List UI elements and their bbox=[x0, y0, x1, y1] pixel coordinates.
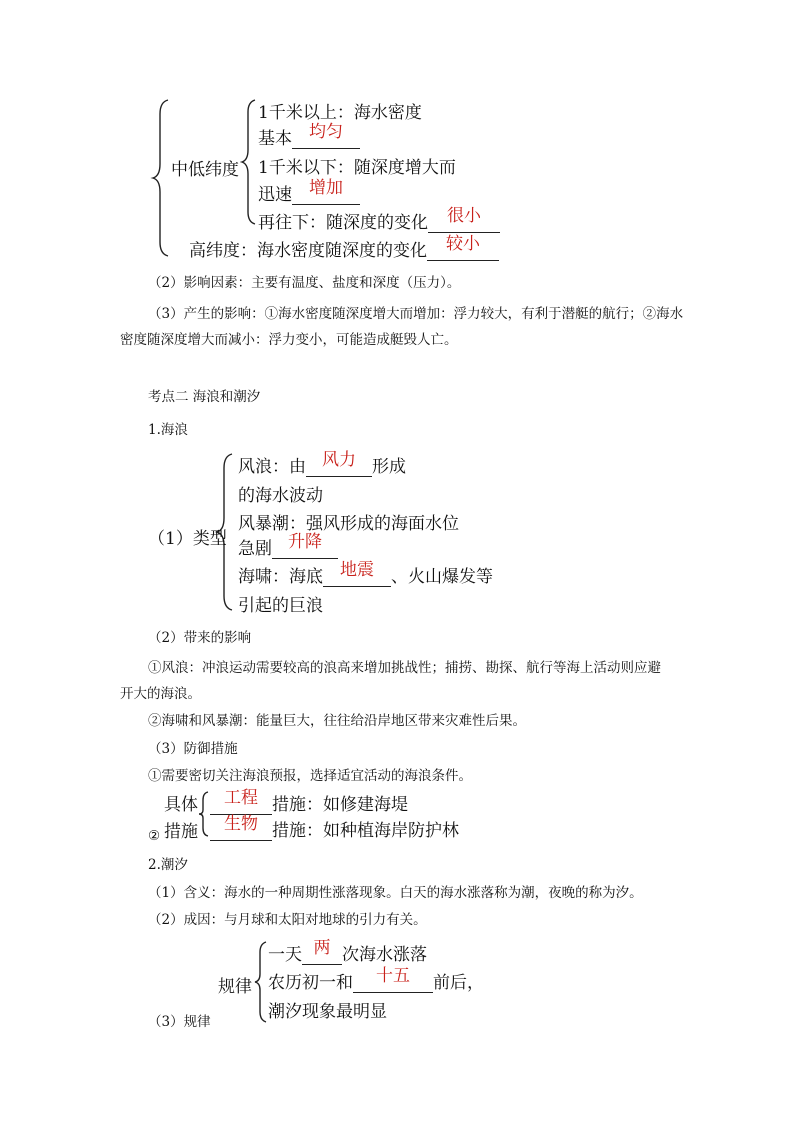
biological-measure-line bbox=[210, 816, 459, 841]
tsunami-suffix: 、火山爆发等 bbox=[391, 567, 493, 587]
tide-law-brace bbox=[253, 940, 269, 1024]
waves-title: 1.海浪 bbox=[148, 422, 188, 438]
density-line-1: 1千米以上：海水密度 bbox=[258, 103, 422, 123]
defense-title: （3）防御措施 bbox=[148, 741, 238, 757]
specific-measures-1: 具体 bbox=[164, 795, 198, 815]
density-line-3: 1千米以下：随深度增大而 bbox=[258, 158, 456, 178]
engineering-measure-text: 措施：如修建海堤 bbox=[272, 795, 408, 815]
outer-brace bbox=[150, 98, 172, 258]
answer-earthquake: 地震 bbox=[323, 564, 391, 587]
defense-1: ①需要密切关注海浪预报，选择适宜活动的海浪条件。 bbox=[148, 768, 472, 784]
storm-surge-line-2 bbox=[238, 534, 338, 559]
specific-measures-2: 措施 bbox=[164, 822, 198, 842]
wind-wave-suffix: 形成 bbox=[372, 457, 406, 477]
influencing-factors: （2）影响因素：主要有温度、盐度和深度（压力）。 bbox=[148, 275, 461, 291]
tide-daily-prefix: 一天 bbox=[268, 945, 302, 965]
density-line-5 bbox=[258, 208, 500, 233]
circled-number-2: ② bbox=[148, 828, 161, 844]
density-line-4 bbox=[258, 180, 360, 205]
tides-title: 2.潮汐 bbox=[148, 857, 188, 873]
effects-1b: 开大的海浪。 bbox=[120, 686, 201, 702]
tide-lunar-prefix: 农历初一和 bbox=[268, 973, 353, 993]
tsunami-prefix: 海啸：海底 bbox=[238, 567, 323, 587]
section-heading-waves-tides: 考点二 海浪和潮汐 bbox=[148, 389, 261, 405]
measures-brace bbox=[198, 790, 210, 838]
inner-brace bbox=[240, 98, 258, 226]
answer-increase: 增加 bbox=[292, 182, 360, 205]
impact-line-2: 密度随深度增大而减小：浮力变小，可能造成艇毁人亡。 bbox=[120, 332, 458, 348]
storm-surge-line-1: 风暴潮：强风形成的海面水位 bbox=[238, 514, 459, 534]
high-latitude-prefix: 高纬度：海水密度随深度的变化 bbox=[189, 241, 427, 261]
wind-wave-prefix: 风浪：由 bbox=[238, 457, 306, 477]
wind-wave-line-2: 的海水波动 bbox=[238, 486, 323, 506]
effects-title: （2）带来的影响 bbox=[148, 630, 252, 646]
wind-wave-line-1 bbox=[238, 452, 406, 477]
engineering-measure-line bbox=[210, 790, 408, 815]
biological-measure-text: 措施：如种植海岸防护林 bbox=[272, 821, 459, 841]
tide-daily-suffix: 次海水涨落 bbox=[342, 945, 427, 965]
answer-biological: 生物 bbox=[210, 818, 272, 841]
answer-two: 两 bbox=[302, 942, 342, 965]
mid-latitude-label: 中低纬度 bbox=[171, 160, 239, 180]
tide-lunar-line bbox=[268, 968, 484, 993]
density-line-2-prefix: 基本 bbox=[258, 129, 292, 149]
tsunami-line-1 bbox=[238, 562, 493, 587]
tide-obvious-line: 潮汐现象最明显 bbox=[268, 1002, 387, 1022]
answer-very-small: 很小 bbox=[428, 210, 500, 233]
effects-2: ②海啸和风暴潮：能量巨大，往往给沿岸地区带来灾难性后果。 bbox=[148, 713, 526, 729]
high-latitude-line bbox=[189, 236, 499, 261]
answer-wind-force: 风力 bbox=[306, 454, 372, 477]
tsunami-line-2: 引起的巨浪 bbox=[238, 596, 323, 616]
tides-definition: （1）含义：海水的一种周期性涨落现象。白天的海水涨落称为潮，夜晚的称为汐。 bbox=[148, 885, 643, 901]
density-line-4-prefix: 迅速 bbox=[258, 185, 292, 205]
answer-fifteen: 十五 bbox=[353, 970, 433, 993]
tide-law-label: 规律 bbox=[218, 977, 252, 997]
density-line-5-prefix: 再往下：随深度的变化 bbox=[258, 213, 428, 233]
tide-law-title: （3）规律 bbox=[148, 1014, 211, 1030]
density-line-2 bbox=[258, 124, 360, 149]
answer-uniform: 均匀 bbox=[292, 126, 360, 149]
effects-1a: ①风浪：冲浪运动需要较高的浪高来增加挑战性；捕捞、勘探、航行等海上活动则应避 bbox=[148, 660, 661, 676]
impact-line-1: （3）产生的影响：①海水密度随深度增大而增加：浮力较大，有利于潜艇的航行；②海水 bbox=[148, 306, 684, 322]
answer-engineering: 工程 bbox=[210, 792, 272, 815]
storm-surge-prefix: 急剧 bbox=[238, 539, 272, 559]
wave-types-label: （1）类型 bbox=[148, 529, 227, 549]
tide-lunar-suffix: 前后， bbox=[433, 973, 484, 993]
tides-cause: （2）成因：与月球和太阳对地球的引力有关。 bbox=[148, 912, 427, 928]
tide-daily-line bbox=[268, 940, 427, 965]
answer-small: 较小 bbox=[427, 238, 499, 261]
answer-rise-fall: 升降 bbox=[272, 536, 338, 559]
